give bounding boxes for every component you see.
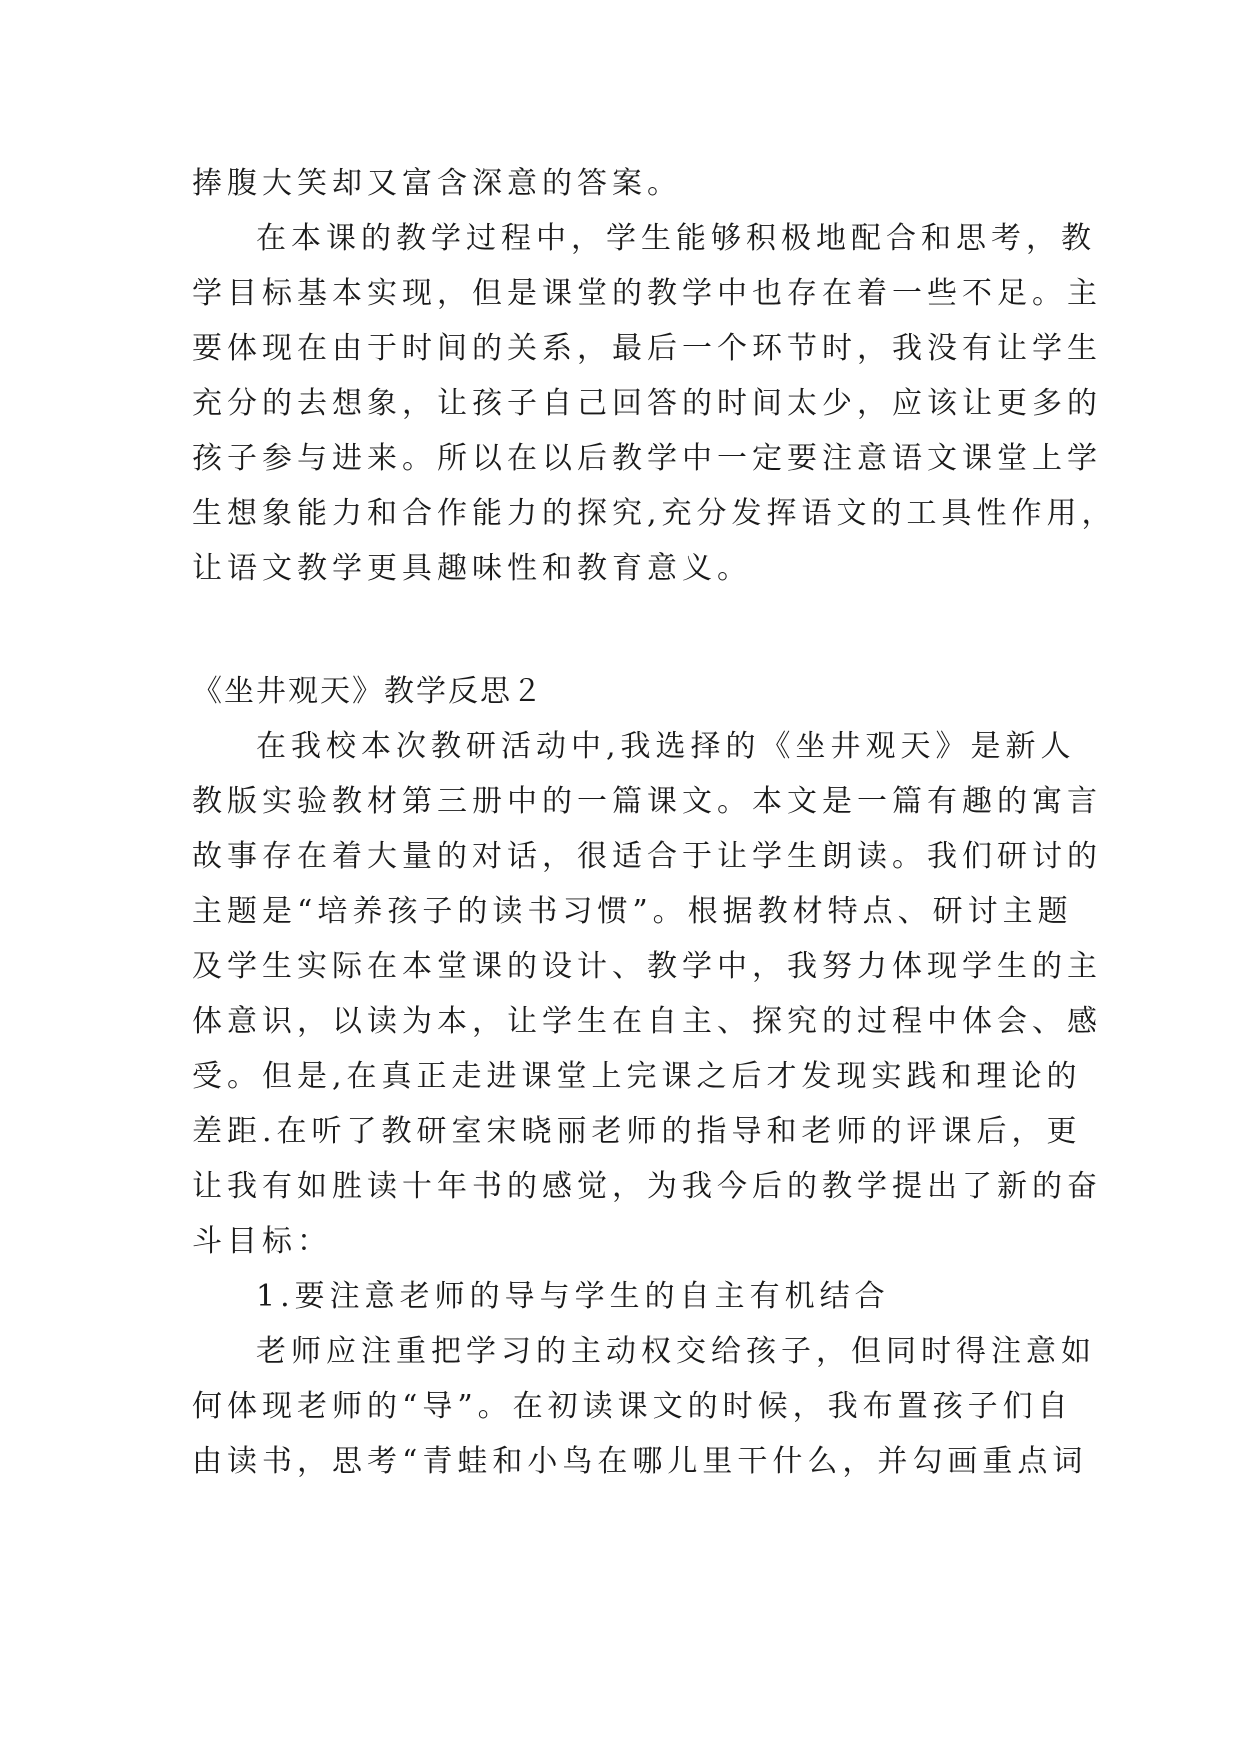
text-line: 何体现老师的“导”。在初读课文的时候，我布置孩子们自 xyxy=(192,1389,1073,1424)
text-line: 1.要注意老师的导与学生的自主有机结合 xyxy=(256,1279,890,1314)
paragraph xyxy=(192,719,1102,1269)
paragraph xyxy=(192,156,1052,211)
text-line: 主题是“培养孩子的读书习惯”。根据教材特点、研讨主题 xyxy=(192,894,1073,929)
text-line: 生想象能力和合作能力的探究,充分发挥语文的工具性作用， xyxy=(192,496,1117,531)
text-line: 由读书，思考“青蛙和小鸟在哪儿里干什么，并勾画重点词 xyxy=(192,1444,1088,1479)
text-line: 受。但是,在真正走进课堂上完课之后才发现实践和理论的 xyxy=(192,1059,1082,1094)
text-line: 学目标基本实现，但是课堂的教学中也存在着一些不足。主 xyxy=(192,276,1102,311)
text-line: 让我有如胜读十年书的感觉，为我今后的教学提出了新的奋 xyxy=(192,1169,1102,1204)
text-line: 差距.在听了教研室宋晓丽老师的指导和老师的评课后，更 xyxy=(192,1114,1082,1149)
text-line: 在我校本次教研活动中,我选择的《坐井观天》是新人 xyxy=(256,729,1076,764)
text-line: 及学生实际在本堂课的设计、教学中，我努力体现学生的主 xyxy=(192,949,1102,984)
numbered-point xyxy=(192,1269,1052,1324)
paragraph xyxy=(192,211,1117,596)
section-heading: 《坐井观天》教学反思２ xyxy=(192,674,544,709)
text-line: 要体现在由于时间的关系，最后一个环节时，我没有让学生 xyxy=(192,331,1102,366)
text-line: 在本课的教学过程中，学生能够积极地配合和思考，教 xyxy=(256,221,1096,256)
text-line: 老师应注重把学习的主动权交给孩子，但同时得注意如 xyxy=(256,1334,1096,1369)
text-line: 教版实验教材第三册中的一篇课文。本文是一篇有趣的寓言 xyxy=(192,784,1102,819)
text-line: 体意识，以读为本，让学生在自主、探究的过程中体会、感 xyxy=(192,1004,1102,1039)
text-line: 充分的去想象，让孩子自己回答的时间太少，应该让更多的 xyxy=(192,386,1102,421)
paragraph xyxy=(192,1324,1096,1489)
text-line: 捧腹大笑却又富含深意的答案。 xyxy=(192,166,682,201)
text-line: 斗目标： xyxy=(192,1224,332,1259)
document-page xyxy=(192,156,1117,1489)
section-gap xyxy=(192,596,1052,664)
text-line: 让语文教学更具趣味性和教育意义。 xyxy=(192,551,752,586)
text-line: 故事存在着大量的对话，很适合于让学生朗读。我们研讨的 xyxy=(192,839,1102,874)
text-line: 孩子参与进来。所以在以后教学中一定要注意语文课堂上学 xyxy=(192,441,1102,476)
